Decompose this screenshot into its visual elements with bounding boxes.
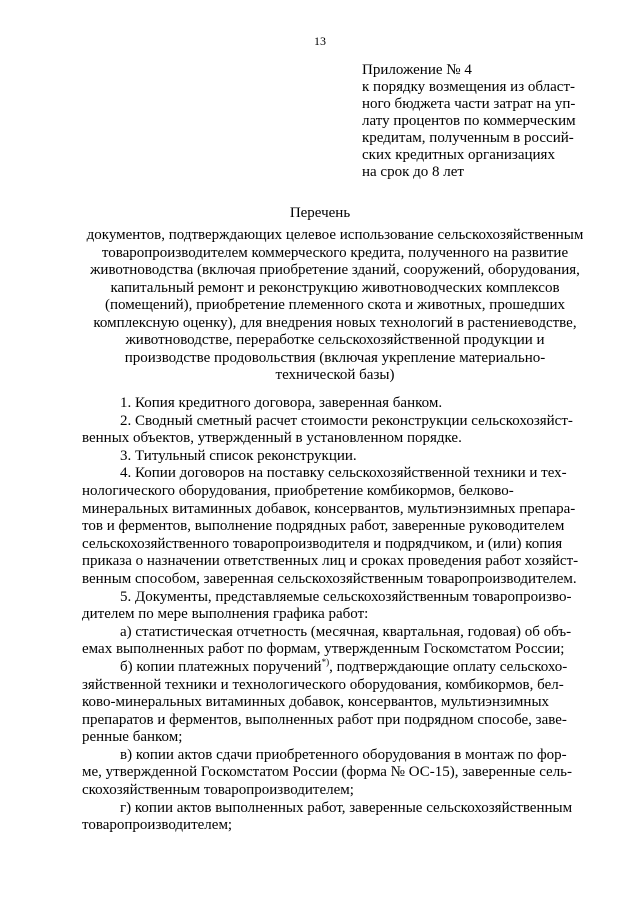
appendix-title: Приложение № 4 [362,62,472,78]
paragraph-line: тов и ферментов, выполнение подрядных работ, заверенные руководителем [82,518,565,535]
sub-item-b [82,656,584,747]
subtitle-line: капитальный ремонт и реконструкцию животноводческих комплексов [110,279,560,296]
subtitle-line: технической базы) [275,367,395,383]
subtitle-line: производстве продовольствия (включая укрепление материально- [124,349,546,366]
paragraph-line [82,656,584,677]
appendix-header [362,62,602,181]
list-item-1 [82,395,584,413]
footnote-mark: *) [321,656,330,667]
paragraph-line: венным способом, заверенная сельскохозяйственным товаропроизводителем. [82,570,577,587]
paragraph-line: сельскохозяйственного товаропроизводителя и подрядчиком, и (или) копия [82,535,563,552]
appendix-line: ских кредитных организациях [362,147,555,163]
paragraph-line: дителем по мере выполнения графика работ: [82,606,369,623]
paragraph-line: емах выполненных работ по формам, утвержденным Госкомстатом России; [82,641,565,658]
paragraph-line: 3. Титульный список реконструкции. [120,447,357,464]
paragraph-line: 1. Копия кредитного договора, заверенная банком. [120,395,443,411]
paragraph-line: ме, утвержденной Госкомстатом России (форма № ОС-15), заверенные сель- [82,764,573,781]
page-number: 13 [314,34,326,48]
list-item-5 [82,589,584,624]
paragraph-line: ково-минеральных витаминных добавок, консервантов, мультиэнзимных [82,694,550,711]
paragraph-line: 5. Документы, представляемые сельскохозяйственным товаропроизво- [120,588,572,605]
paragraph-line: в) копии актов сдачи приобретенного оборудования в монтаж по фор- [120,746,567,763]
paragraph-line: ренные банком; [82,729,183,746]
subtitle-line: комплексную оценку), для внедрения новых технологий в растениеводстве, [93,314,577,331]
document-body [82,395,584,835]
appendix-line: кредитам, полученным в россий- [362,130,574,146]
paragraph-text: , подтверждающие оплату сельскохо- [329,658,568,675]
subtitle-line: животноводства (включая приобретение зданий, сооружений, оборудования, [90,262,580,278]
list-item-4 [82,465,584,588]
paragraph-line: препаратов и ферментов, выполненных работ при подрядном способе, заве- [82,711,567,728]
list-item-3 [82,448,584,466]
list-item-2 [82,413,584,448]
document-title: Перечень [289,205,351,221]
paragraph-line: приказа о назначении ответственных лиц и сроках проведения работ хозяйст- [82,553,579,570]
sub-item-v [82,747,584,800]
paragraph-line: г) копии актов выполненных работ, заверенные сельскохозяйственным [120,799,573,816]
appendix-line: ного бюджета части затрат на уп- [362,96,576,112]
paragraph-line: 2. Сводный сметный расчет стоимости реконструкции сельскохозяйст- [120,412,573,429]
subtitle-line: документов, подтверждающих целевое использование сельскохозяйственным [86,227,584,243]
document-subtitle [82,227,588,385]
subtitle-line: животноводстве, переработке сельскохозяйственной продукции и [125,332,545,348]
paragraph-line: товаропроизводителем; [82,817,233,834]
subtitle-line: (помещений), приобретение племенного скота и животных, прошедших [104,297,566,313]
subtitle-line: товаропроизводителем коммерческого кредита, полученного на развитие [101,244,569,261]
paragraph-line: 4. Копии договоров на поставку сельскохозяйственной техники и тех- [120,465,567,482]
sub-item-a [82,624,584,659]
paragraph-text: б) копии платежных поручений [120,658,322,675]
sub-item-g [82,800,584,835]
paragraph-line: а) статистическая отчетность (месячная, квартальная, годовая) об объ- [120,623,572,640]
appendix-line: к порядку возмещения из област- [362,79,575,95]
paragraph-line: нологического оборудования, приобретение комбикормов, белково- [82,482,514,499]
paragraph-line: скохозяйственным товаропроизводителем; [82,782,354,799]
paragraph-line: минеральных витаминных добавок, консервантов, мультиэнзимных препара- [82,500,576,517]
appendix-line: лату процентов по коммерческим [362,113,576,129]
appendix-line: на срок до 8 лет [362,164,464,180]
paragraph-line: венных объектов, утвержденный в установленном порядке. [82,430,462,447]
paragraph-line: зяйственной техники и технологического оборудования, комбикормов, бел- [82,676,564,693]
